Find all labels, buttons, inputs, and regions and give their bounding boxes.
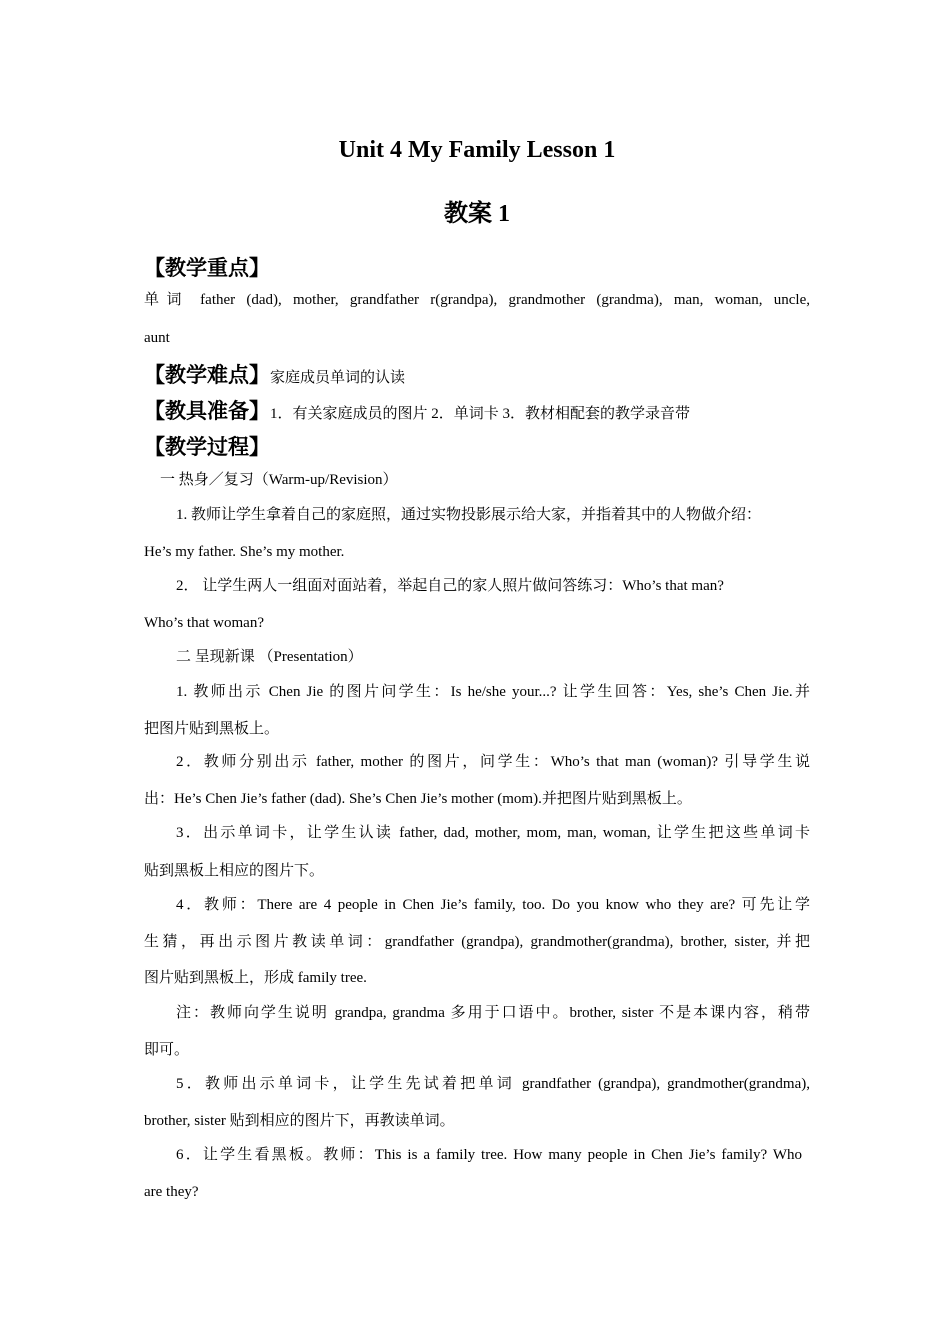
presentation-item-5-line-1: 5．教师出示单词卡，让学生先试着把单词 grandfather (grandpa), grandmother(grandma), <box>176 1076 810 1092</box>
presentation-item-4-line-1: 4．教师：There are 4 people in Chen Jie’s family, too. Do you know who they are? 可先让学 <box>176 897 810 913</box>
presentation-item-6-line-1: 6．让学生看黑板。教师：This is a family tree. How many people in Chen Jie’s family? Who <box>176 1147 802 1163</box>
focus-line-1: 单词 father (dad), mother, grandfather r(grandpa), grandmother (grandma), man, woman, uncle, <box>144 292 810 308</box>
difficulty-row <box>144 359 810 389</box>
presentation-title: 二 呈现新课 （Presentation） <box>176 649 363 665</box>
presentation-note-line-2: 即可。 <box>144 1042 190 1058</box>
warmup-item-1-line-1: 1. 教师让学生拿着自己的家庭照，通过实物投影展示给大家，并指着其中的人物做介绍： <box>176 507 762 523</box>
warmup-item-1-line-2: He’s my father. She’s my mother. <box>144 544 345 560</box>
presentation-item-3-line-1: 3．出示单词卡，让学生认读 father, dad, mother, mom, man, woman, 让学生把这些单词卡 <box>176 825 810 841</box>
presentation-item-5-line-2: brother, sister 贴到相应的图片下，再教读单词。 <box>144 1113 455 1129</box>
presentation-note-line-1: 注：教师向学生说明 grandpa, grandma 多用于口语中。brother, sister 不是本课内容，稍带 <box>176 1005 810 1021</box>
presentation-item-4-line-3: 图片贴到黑板上，形成 family tree. <box>144 970 367 986</box>
document-subtitle: 教案 1 <box>444 201 510 227</box>
materials-row <box>144 395 810 425</box>
presentation-item-1-line-1: 1. 教师出示 Chen Jie 的图片问学生：Is he/she your...? 让学生回答：Yes, she’s Chen Jie.并 <box>176 684 810 700</box>
warmup-item-2-line-2: Who’s that woman? <box>144 615 264 631</box>
presentation-item-3-line-2: 贴到黑板上相应的图片下。 <box>144 863 325 879</box>
presentation-item-4-line-2: 生猜，再出示图片教读单词：grandfather (grandpa), grandmother(grandma), brother, sister, 并把 <box>144 934 810 950</box>
focus-line-2: aunt <box>144 330 170 346</box>
presentation-item-2-line-1: 2．教师分别出示 father, mother 的图片，问学生：Who’s that man (woman)? 引导学生说 <box>176 754 810 770</box>
process-heading: 【教学过程】 <box>144 435 270 459</box>
focus-heading: 【教学重点】 <box>144 256 270 280</box>
presentation-item-6-line-2: are they? <box>144 1184 199 1200</box>
difficulty-heading: 【教学难点】 <box>144 363 270 387</box>
presentation-item-1-line-2: 把图片贴到黑板上。 <box>144 721 280 737</box>
materials-heading: 【教具准备】 <box>144 399 270 423</box>
warmup-item-2-line-1: 2． 让学生两人一组面对面站着，举起自己的家人照片做问答练习：Who’s that man? <box>176 578 724 594</box>
warmup-title: 一 热身／复习（Warm-up/Revision） <box>160 472 398 488</box>
difficulty-text: 家庭成员单词的认读 <box>270 370 406 386</box>
materials-text: 1．有关家庭成员的图片 2．单词卡 3．教材相配套的教学录音带 <box>270 406 691 422</box>
presentation-item-2-line-2: 出：He’s Chen Jie’s father (dad). She’s Chen Jie’s mother (mom).并把图片贴到黑板上。 <box>144 791 692 807</box>
document-title: Unit 4 My Family Lesson 1 <box>338 137 616 163</box>
